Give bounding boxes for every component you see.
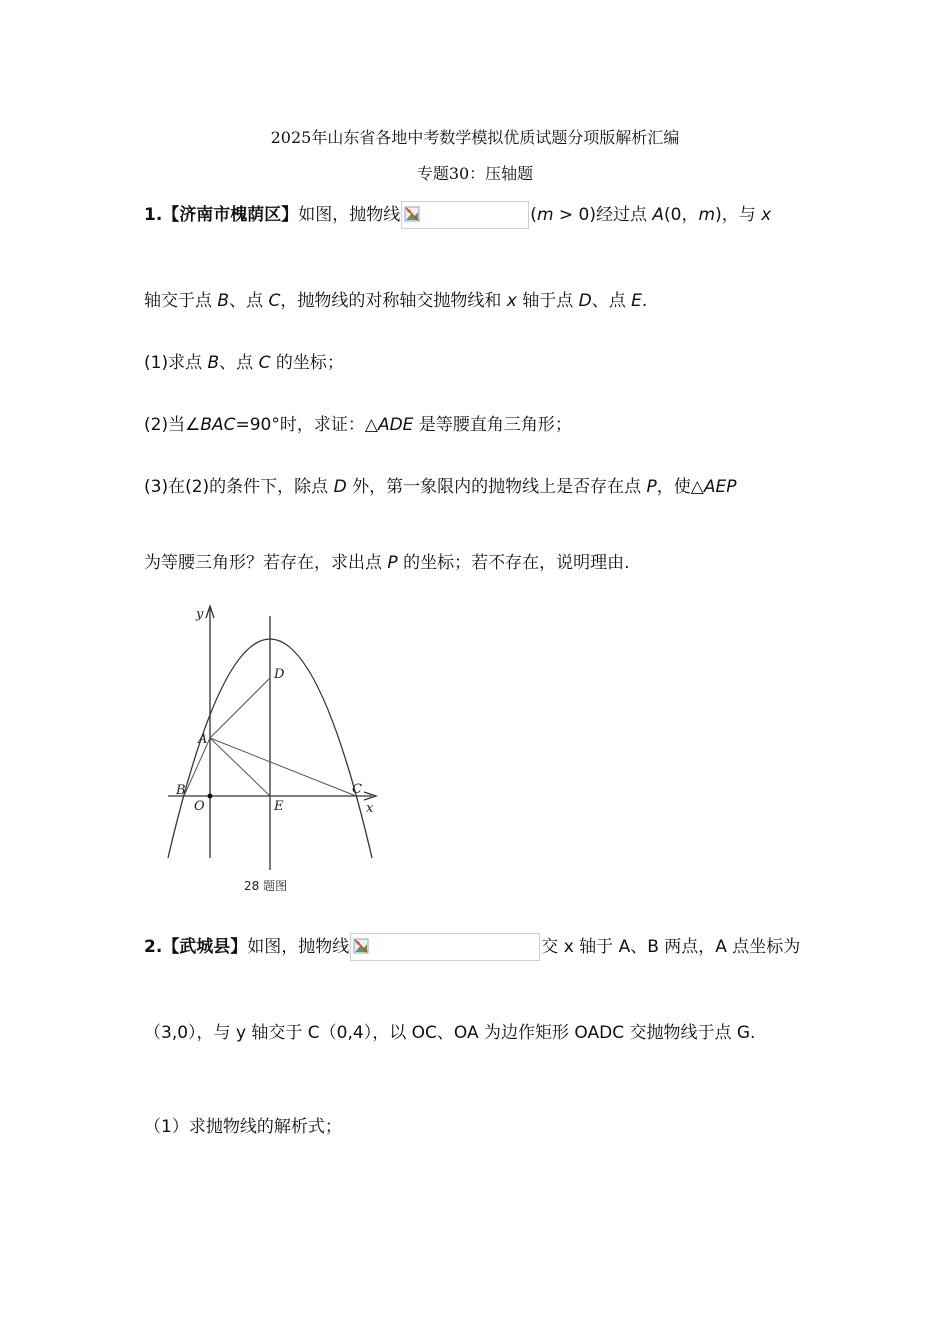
broken-image-icon — [404, 206, 420, 222]
document-title: 2025年山东省各地中考数学模拟优质试题分项版解析汇编 — [270, 128, 680, 147]
document-subtitle: 专题30：压轴题 — [416, 164, 534, 183]
problem1-heading: 1.【济南市槐荫区】 — [144, 205, 299, 225]
problem2-question1: （1）求抛物线的解析式； — [144, 1117, 342, 1137]
problem1-question3: (3)在(2)的条件下，除点 D 外，第一象限内的抛物线上是否存在点 P，使△AEP — [144, 477, 737, 497]
problem2-heading: 2.【武城县】 — [144, 937, 248, 957]
label-A: A — [198, 732, 208, 747]
segment-AC — [210, 738, 356, 796]
label-C: C — [352, 782, 362, 797]
origin-point — [208, 794, 213, 799]
label-E: E — [274, 799, 284, 814]
problem2-line2: （3,0），与 y 轴交于 C（0,4），以 OC、OA 为边作矩形 OADC 交抛物线于点 G. — [144, 1023, 756, 1043]
problem1-question1: (1)求点 B、点 C 的坐标； — [144, 353, 344, 373]
problem1-line1: 1.【济南市槐荫区】如图，抛物线 (m > 0)经过点 A(0，m)，与 x — [144, 200, 771, 229]
figure-caption: 28 题图 — [244, 879, 288, 893]
label-y: y — [196, 607, 204, 622]
label-B: B — [176, 783, 186, 798]
problem1-question2: (2)当∠BAC=90°时，求证：△ADE 是等腰直角三角形； — [144, 415, 572, 435]
problem1-question3-cont: 为等腰三角形？若存在，求出点 P 的坐标；若不存在，说明理由. — [144, 553, 630, 573]
label-D: D — [274, 667, 285, 682]
problem2-line1: 2.【武城县】如图，抛物线 交 x 轴于 A、B 两点，A 点坐标为 — [144, 932, 800, 961]
problem1-line2: 轴交于点 B、点 C，抛物线的对称轴交抛物线和 x 轴于点 D、点 E. — [144, 291, 648, 311]
broken-image-icon — [353, 938, 369, 954]
problem1-figure — [160, 600, 390, 900]
label-O: O — [194, 799, 205, 814]
segment-AE — [210, 738, 270, 796]
segment-AD — [210, 678, 270, 738]
formula-image-placeholder — [350, 933, 540, 961]
formula-image-placeholder — [401, 201, 529, 229]
label-x: x — [366, 801, 374, 816]
